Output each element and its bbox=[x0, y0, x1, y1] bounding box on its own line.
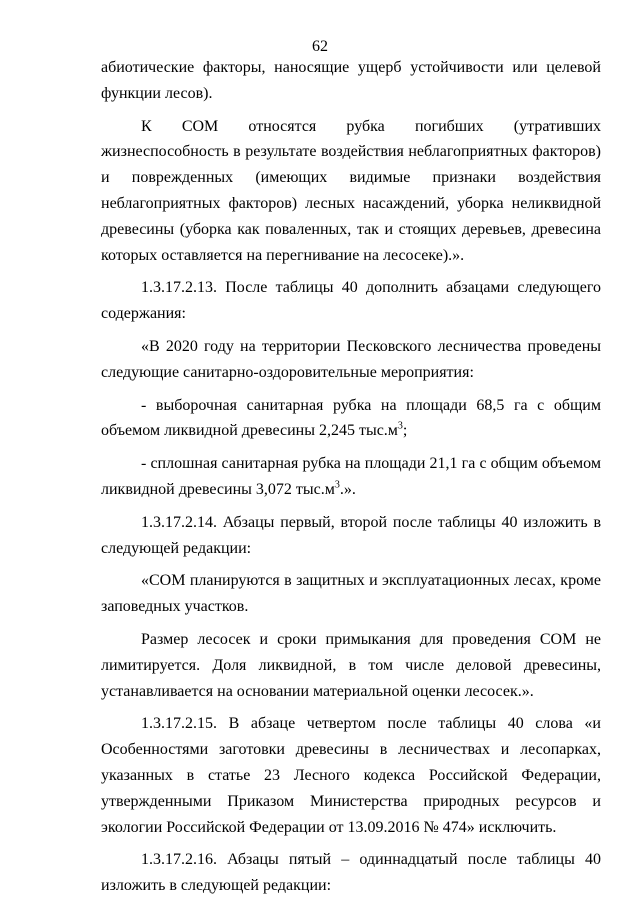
selective-felling-end: ; bbox=[402, 422, 408, 440]
paragraph-plot-size: Размер лесосек и сроки примыкания для проведения СОМ не лимитируется. Доля ликвидной, в том числе деловой древесины, устанавливается на основании материальной оценки лесосек.». bbox=[101, 630, 601, 700]
paragraph-continuation: абиотические факторы, наносящие ущерб устойчивости или целевой функции лесов). bbox=[101, 59, 601, 102]
document-body bbox=[101, 55, 601, 899]
cubic-superscript: 3 bbox=[397, 421, 403, 433]
paragraph-som-planned: «СОМ планируются в защитных и эксплуатационных лесах, кроме заповедных участков. bbox=[101, 572, 601, 616]
paragraph-selective-felling bbox=[101, 393, 601, 445]
clear-felling-end: .». bbox=[339, 480, 356, 498]
clear-felling-text: - сплошная санитарная рубка на площади 21,1 га с общим объемом ликвидной древесины 3,072 тыс.м bbox=[101, 455, 601, 498]
paragraph-2020-measures: «В 2020 году на территории Песковского лесничества проведены следующие санитарно-оздоровительные мероприятия: bbox=[101, 337, 601, 381]
paragraph-item-1-3-17-2-16: 1.3.17.2.16. Абзацы пятый – одиннадцатый после таблицы 40 изложить в следующей редакции: bbox=[101, 851, 601, 895]
paragraph-som-definition: К СОМ относятся рубка погибших (утративших жизнеспособность в результате воздействия неблагоприятных факторов) и поврежденных (имеющих видимые признаки воздействия неблагоприятных факторов) лесных насаждений, уборка неликвидной древесины (уборка как поваленных, так и стоящих деревьев, древесина которых оставляется на перегнивание на лесосеке).». bbox=[101, 117, 601, 264]
selective-felling-text: - выборочная санитарная рубка на площади 68,5 га с общим объемом ликвидной древесины 2,245 тыс.м bbox=[101, 396, 601, 440]
cubic-superscript: 3 bbox=[334, 479, 340, 491]
paragraph-item-1-3-17-2-14: 1.3.17.2.14. Абзацы первый, второй после таблицы 40 изложить в следующей редакции: bbox=[101, 513, 601, 557]
paragraph-clear-felling bbox=[101, 451, 601, 503]
page-number: 62 bbox=[312, 38, 328, 55]
paragraph-item-1-3-17-2-13: 1.3.17.2.13. После таблицы 40 дополнить абзацами следующего содержания: bbox=[101, 279, 601, 323]
paragraph-item-1-3-17-2-15: 1.3.17.2.15. В абзаце четвертом после таблицы 40 слова «и Особенностями заготовки древесины в лесничествах и лесопарках, указанных в статье 23 Лесного кодекса Российской Федерации, утвержденными Приказом Министерства природных ресурсов и экологии Российской Федерации от 13.09.2016 № 474» исключить. bbox=[101, 715, 601, 836]
